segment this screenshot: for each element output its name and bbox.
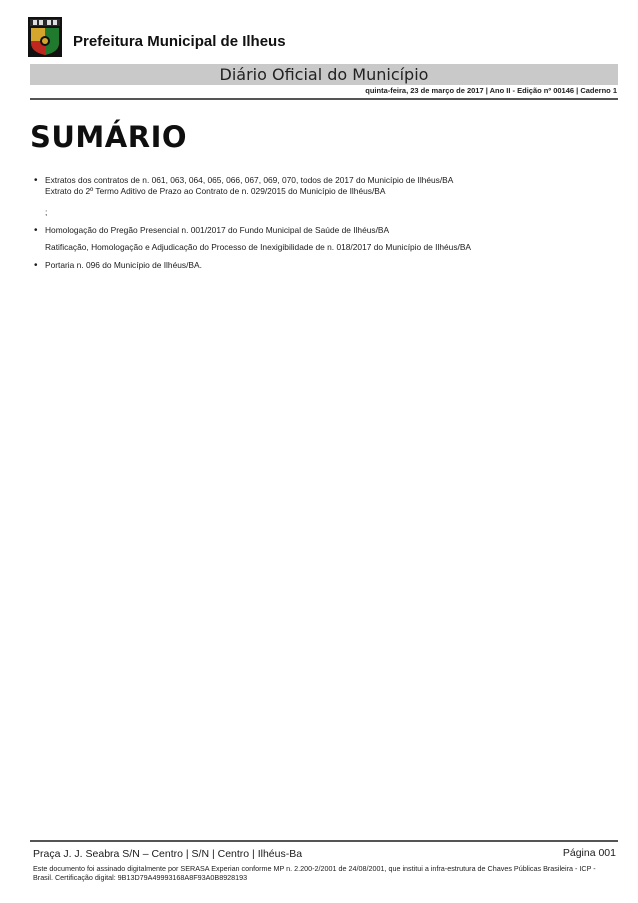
- publication-title: Diário Oficial do Município: [219, 65, 429, 84]
- summary-entry-continuation[interactable]: Extrato do 2º Termo Aditivo de Prazo ao Contrato de n. 029/2015 do Município de Ilhéus/BA: [45, 186, 386, 196]
- summary-entry[interactable]: [34, 225, 614, 253]
- footer-address: Praça J. J. Seabra S/N – Centro | S/N | Centro | Ilhéus-Ba: [33, 848, 303, 860]
- publication-banner: [30, 64, 618, 85]
- bullet-icon: •: [34, 225, 38, 236]
- bullet-icon: •: [34, 260, 38, 271]
- summary-entry-text[interactable]: Portaria n. 096 do Município de Ilhéus/BA.: [45, 260, 202, 270]
- summary-entry-extra: ;: [45, 207, 48, 217]
- footer-divider: [30, 840, 618, 842]
- summary-entry[interactable]: [34, 260, 614, 271]
- page-number: Página 001: [562, 847, 616, 859]
- organization-title: Prefeitura Municipal de Ilheus: [73, 33, 286, 50]
- certification-notice: Este documento foi assinado digitalmente por SERASA Experian conforme MP n. 2.200-2/2001 de 24/08/2001, que institui a infra-estrutura de Chaves Públicas Brasileira - ICP - Brasil. Certificação digital: 9B13D79A49993168A8F93A0B8928193: [33, 864, 596, 882]
- header-divider: [30, 98, 618, 100]
- summary-title: SUMÁRIO: [30, 120, 188, 154]
- issue-info: quinta-feira, 23 de março de 2017 | Ano II - Edição nº 00146 | Caderno 1: [365, 86, 617, 95]
- summary-entry[interactable]: [34, 175, 614, 218]
- municipal-crest-logo: [28, 17, 62, 57]
- bullet-icon: •: [34, 175, 38, 186]
- summary-list: [34, 175, 614, 271]
- summary-entry-text[interactable]: Extratos dos contratos de n. 061, 063, 064, 065, 066, 067, 069, 070, todos de 2017 do Município de Ilhéus/BA: [45, 175, 454, 185]
- summary-entry-text[interactable]: Homologação do Pregão Presencial n. 001/2017 do Fundo Municipal de Saúde de Ilhéus/BA: [45, 225, 390, 235]
- summary-entry-continuation[interactable]: Ratificação, Homologação e Adjudicação do Processo de Inexigibilidade de n. 018/2017 do Município de Ilhéus/BA: [45, 242, 472, 252]
